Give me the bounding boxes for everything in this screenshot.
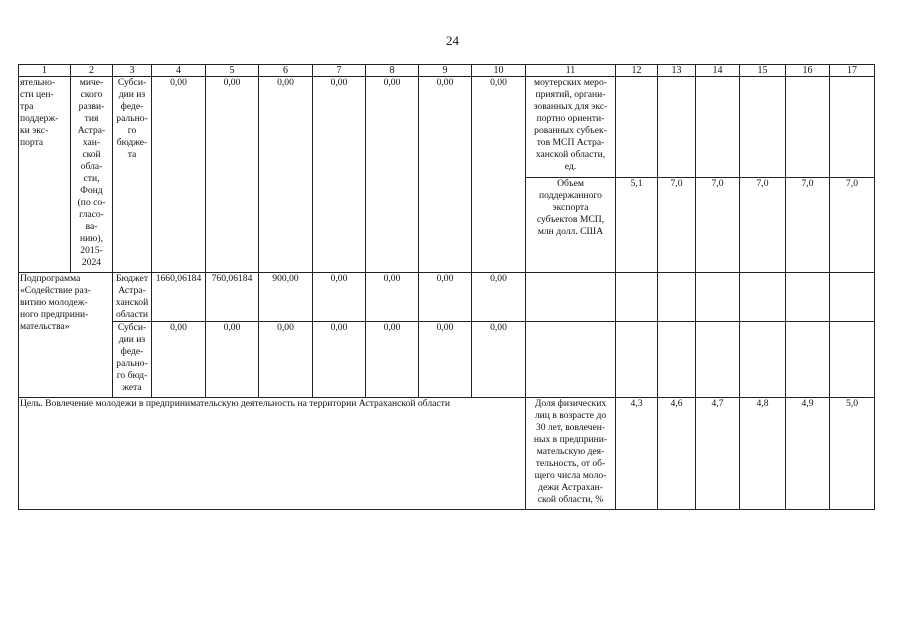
indicator-value-cell: 5,1	[616, 178, 658, 273]
indicator-value-cell	[830, 273, 875, 322]
value-cell: 0,00	[313, 322, 366, 398]
indicator-value-cell	[696, 273, 740, 322]
table-row	[19, 398, 875, 510]
indicator-cell	[526, 322, 616, 398]
indicator-value-cell	[616, 322, 658, 398]
value-cell: 900,00	[259, 273, 313, 322]
value-cell: 0,00	[152, 322, 206, 398]
value-cell: 0,00	[366, 322, 419, 398]
indicator-value-cell	[696, 322, 740, 398]
indicator-value-cell: 5,0	[830, 398, 875, 510]
indicator-value-cell: 4,8	[740, 398, 786, 510]
col-number: 7	[313, 65, 366, 77]
indicator-cell: Доля физических лиц в возрасте до 30 лет, вовлечен- ных в предприни- мательскую дея- тельность, от об- щего числа моло- дежи Астрахан- ской области, %	[526, 398, 616, 510]
indicator-value-cell: 4,9	[786, 398, 830, 510]
funding-source-cell: Бюджет Астра- ханской области	[113, 273, 152, 322]
indicator-cell: Объем поддержанного экспорта субъектов МСП, млн долл. США	[526, 178, 616, 273]
col-number: 16	[786, 65, 830, 77]
table-row	[19, 77, 875, 178]
value-cell: 0,00	[419, 273, 472, 322]
value-cell: 0,00	[259, 322, 313, 398]
value-cell: 760,06184	[206, 273, 259, 322]
value-cell: 0,00	[152, 77, 206, 273]
value-cell: 0,00	[366, 273, 419, 322]
indicator-value-cell	[830, 322, 875, 398]
value-cell: 0,00	[472, 77, 526, 273]
page-number: 24	[446, 33, 459, 48]
value-cell: 0,00	[366, 77, 419, 273]
indicator-value-cell	[786, 77, 830, 178]
col-number: 5	[206, 65, 259, 77]
indicator-value-cell: 4,7	[696, 398, 740, 510]
col-number: 1	[19, 65, 71, 77]
indicator-value-cell	[658, 322, 696, 398]
indicator-value-cell: 7,0	[830, 178, 875, 273]
indicator-value-cell	[696, 77, 740, 178]
col-number: 6	[259, 65, 313, 77]
indicator-value-cell	[616, 273, 658, 322]
indicator-value-cell	[786, 322, 830, 398]
indicator-value-cell: 7,0	[658, 178, 696, 273]
indicator-value-cell: 7,0	[696, 178, 740, 273]
value-cell: 0,00	[313, 77, 366, 273]
col-number: 4	[152, 65, 206, 77]
program-table	[18, 64, 875, 510]
indicator-value-cell: 4,3	[616, 398, 658, 510]
col-number: 10	[472, 65, 526, 77]
col-number: 8	[366, 65, 419, 77]
value-cell: 0,00	[206, 322, 259, 398]
indicator-value-cell: 7,0	[740, 178, 786, 273]
indicator-value-cell	[830, 77, 875, 178]
col-number: 11	[526, 65, 616, 77]
value-cell: 0,00	[472, 322, 526, 398]
funding-source-cell: Субси- дии из феде- рально- го бюдже- та	[113, 77, 152, 273]
value-cell: 1660,06184	[152, 273, 206, 322]
col-number: 15	[740, 65, 786, 77]
col-number: 9	[419, 65, 472, 77]
indicator-value-cell	[658, 77, 696, 178]
col-number: 17	[830, 65, 875, 77]
value-cell: 0,00	[419, 77, 472, 273]
subprogram-title-cell: Подпрограмма «Содействие раз- витию молодеж- ного предприни- мательства»	[19, 273, 113, 398]
indicator-value-cell: 4,6	[658, 398, 696, 510]
value-cell: 0,00	[472, 273, 526, 322]
indicator-value-cell	[740, 273, 786, 322]
value-cell: 0,00	[313, 273, 366, 322]
indicator-cell: моутерских меро- приятий, органи- зованных для экс- портно ориенти- рованных субъек- тов МСП Астра- ханской области, ед.	[526, 77, 616, 178]
table-row	[19, 322, 875, 398]
column-number-row	[19, 65, 875, 77]
goal-cell: Цель. Вовлечение молодежи в предпринимательскую деятельность на территории Астраханской области	[19, 398, 526, 510]
indicator-value-cell: 7,0	[786, 178, 830, 273]
indicator-value-cell	[616, 77, 658, 178]
activity-cell: ятельно- сти цен- тра поддерж- ки экс- порта	[19, 77, 71, 273]
indicator-value-cell	[786, 273, 830, 322]
indicator-value-cell	[740, 77, 786, 178]
table-row	[19, 273, 875, 322]
indicator-cell	[526, 273, 616, 322]
col-number: 14	[696, 65, 740, 77]
col-number: 12	[616, 65, 658, 77]
funding-source-cell: Субси- дии из феде- рально- го бюд- жета	[113, 322, 152, 398]
indicator-value-cell	[658, 273, 696, 322]
col-number: 13	[658, 65, 696, 77]
value-cell: 0,00	[419, 322, 472, 398]
value-cell: 0,00	[259, 77, 313, 273]
executor-cell: миче- ского разви- тия Астра- хан- ской обла- сти, Фонд (по со- гласо- ва- нию), 2015- 2024	[71, 77, 113, 273]
value-cell: 0,00	[206, 77, 259, 273]
col-number: 3	[113, 65, 152, 77]
indicator-value-cell	[740, 322, 786, 398]
col-number: 2	[71, 65, 113, 77]
